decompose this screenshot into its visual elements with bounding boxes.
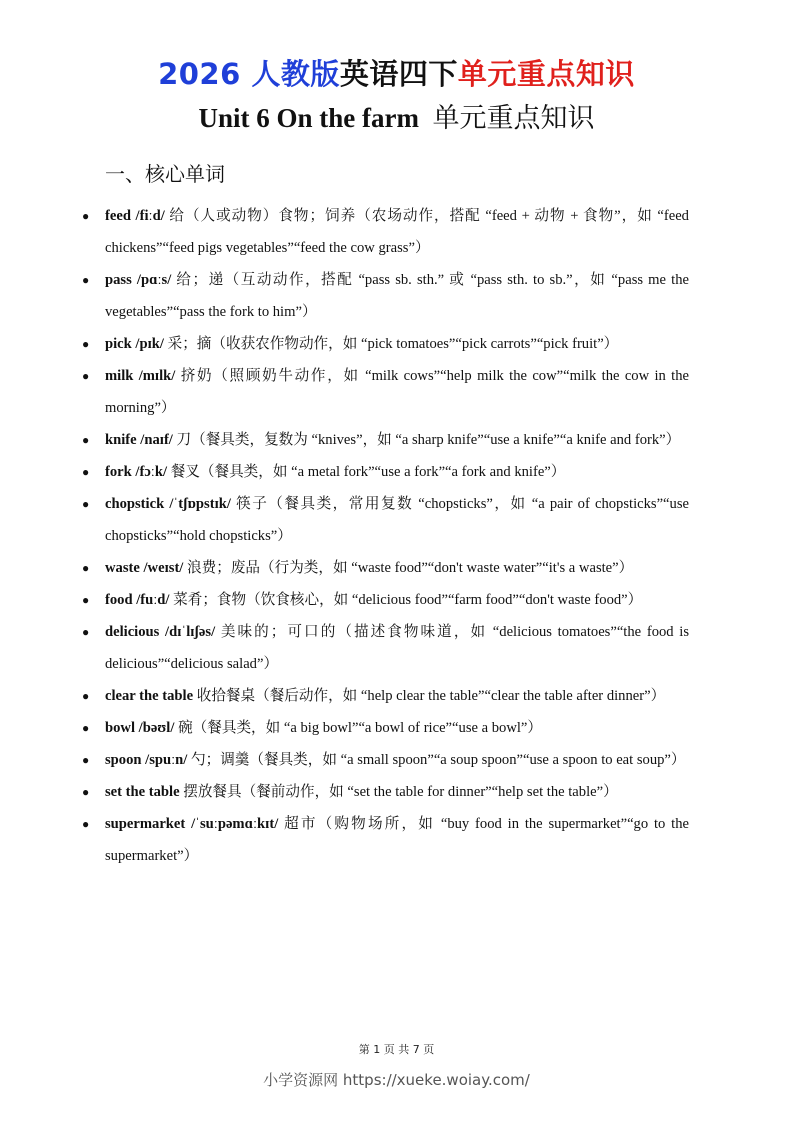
bullet-dot-icon: ● (82, 497, 90, 511)
section-heading: 一、核心单词 (105, 162, 225, 186)
vocab-definition: 给；递（互动动作，搭配 “pass sb. sth.” 或 “pass sth. to sb.”，如 “pass me the vegetables”“pass the fork to him”） (105, 272, 689, 320)
vocab-definition: 采；摘（收获农作物动作，如 “pick tomatoes”“pick carrots”“pick fruit”） (167, 336, 619, 352)
vocab-definition: 勺；调羹（餐具类，如 “a small spoon”“a soup spoon”“use a spoon to eat soup”） (191, 752, 686, 768)
vocab-word: spoon /spuːn/ (105, 752, 188, 768)
bullet-dot-icon: ● (82, 721, 90, 735)
bullet-dot-icon: ● (82, 785, 90, 799)
vocab-item (0, 328, 689, 360)
bullet-dot-icon: ● (82, 369, 90, 383)
bullet-dot-icon: ● (82, 561, 90, 575)
site-footer: 小学资源网 https://xueke.woiay.com/ (263, 1071, 530, 1089)
banner-part-topic: 单元重点知识 (457, 57, 635, 91)
vocab-definition: 刀（餐具类，复数为 “knives”，如 “a sharp knife”“use a knife”“a knife and fork”） (176, 432, 681, 448)
vocab-item (0, 744, 689, 776)
vocab-item (0, 552, 689, 584)
vocab-definition: 筷子（餐具类，常用复数 “chopsticks”，如 “a pair of chopsticks”“use chopsticks”“hold chopsticks”） (105, 496, 689, 544)
vocab-item (0, 712, 689, 744)
vocab-word: delicious /dɪˈlɪʃəs/ (105, 624, 216, 640)
vocab-word: feed /fiːd/ (105, 208, 165, 224)
vocab-definition: 浪费；废品（行为类，如 “waste food”“don't waste water”“it's a waste”） (187, 560, 634, 576)
banner-part-year-edition: 2026 人教版 (158, 57, 340, 91)
vocab-word: waste /weɪst/ (105, 560, 184, 576)
bullet-dot-icon: ● (82, 593, 90, 607)
bullet-dot-icon: ● (82, 817, 90, 831)
vocab-word: milk /mɪlk/ (105, 368, 176, 384)
vocab-definition: 给（人或动物）食物；饲养（农场动作，搭配 “feed + 动物 + 食物”，如 “feed chickens”“feed pigs vegetables”“feed the cow grass”） (105, 208, 689, 256)
vocab-word: clear the table (105, 688, 194, 704)
bullet-dot-icon: ● (82, 209, 90, 223)
vocab-word: supermarket /ˈsuːpəmɑːkɪt/ (105, 816, 279, 832)
vocabulary-list (0, 200, 793, 872)
vocab-definition: 美味的；可口的（描述食物味道，如 “delicious tomatoes”“the food is delicious”“delicious salad”） (105, 624, 690, 672)
bullet-dot-icon: ● (82, 625, 90, 639)
vocab-item (0, 360, 689, 424)
vocab-item (0, 456, 689, 488)
vocab-item (0, 680, 689, 712)
vocab-definition: 收拾餐桌（餐后动作，如 “help clear the table”“clear the table after dinner”） (196, 688, 666, 704)
bullet-dot-icon: ● (82, 273, 90, 287)
vocab-definition: 餐叉（餐具类，如 “a metal fork”“use a fork”“a fork and knife”） (170, 464, 566, 480)
vocab-item (0, 584, 689, 616)
document-banner-title (0, 56, 793, 92)
bullet-dot-icon: ● (82, 753, 90, 767)
vocab-word: knife /naɪf/ (105, 432, 173, 448)
vocab-word: set the table (105, 784, 180, 800)
vocab-word: food /fuːd/ (105, 592, 170, 608)
vocab-item (0, 200, 689, 264)
vocab-definition: 摆放餐具（餐前动作，如 “set the table for dinner”“help set the table”） (183, 784, 618, 800)
vocab-definition: 挤奶（照顾奶牛动作，如 “milk cows”“help milk the cow”“milk the cow in the morning”） (105, 368, 689, 416)
vocab-definition: 超市（购物场所，如 “buy food in the supermarket”“go to the supermarket”） (105, 816, 689, 864)
vocab-item (0, 264, 689, 328)
vocab-item (0, 808, 689, 872)
vocab-word: pass /pɑːs/ (105, 272, 172, 288)
bullet-dot-icon: ● (82, 433, 90, 447)
vocab-definition: 碗（餐具类，如 “a big bowl”“a bowl of rice”“use a bowl”） (178, 720, 543, 736)
vocab-word: bowl /bəʊl/ (105, 720, 175, 736)
vocab-definition: 菜肴；食物（饮食核心，如 “delicious food”“farm food”“don't waste food”） (173, 592, 643, 608)
vocab-word: pick /pɪk/ (105, 336, 164, 352)
bullet-dot-icon: ● (82, 689, 90, 703)
bullet-dot-icon: ● (82, 337, 90, 351)
unit-subtitle (0, 100, 793, 136)
vocab-word: fork /fɔːk/ (105, 464, 168, 480)
vocab-word: chopstick /ˈtʃɒpstɪk/ (105, 496, 231, 512)
banner-part-subject: 英语四下 (339, 57, 458, 91)
vocab-item (0, 776, 689, 808)
unit-subtitle-chinese: 单元重点知识 (432, 103, 595, 133)
page-number: 第 1 页 共 7 页 (358, 1043, 435, 1056)
unit-subtitle-english: Unit 6 On the farm (198, 103, 419, 133)
vocab-item (0, 424, 689, 456)
vocab-item (0, 616, 689, 680)
bullet-dot-icon: ● (82, 465, 90, 479)
vocab-item (0, 488, 689, 552)
